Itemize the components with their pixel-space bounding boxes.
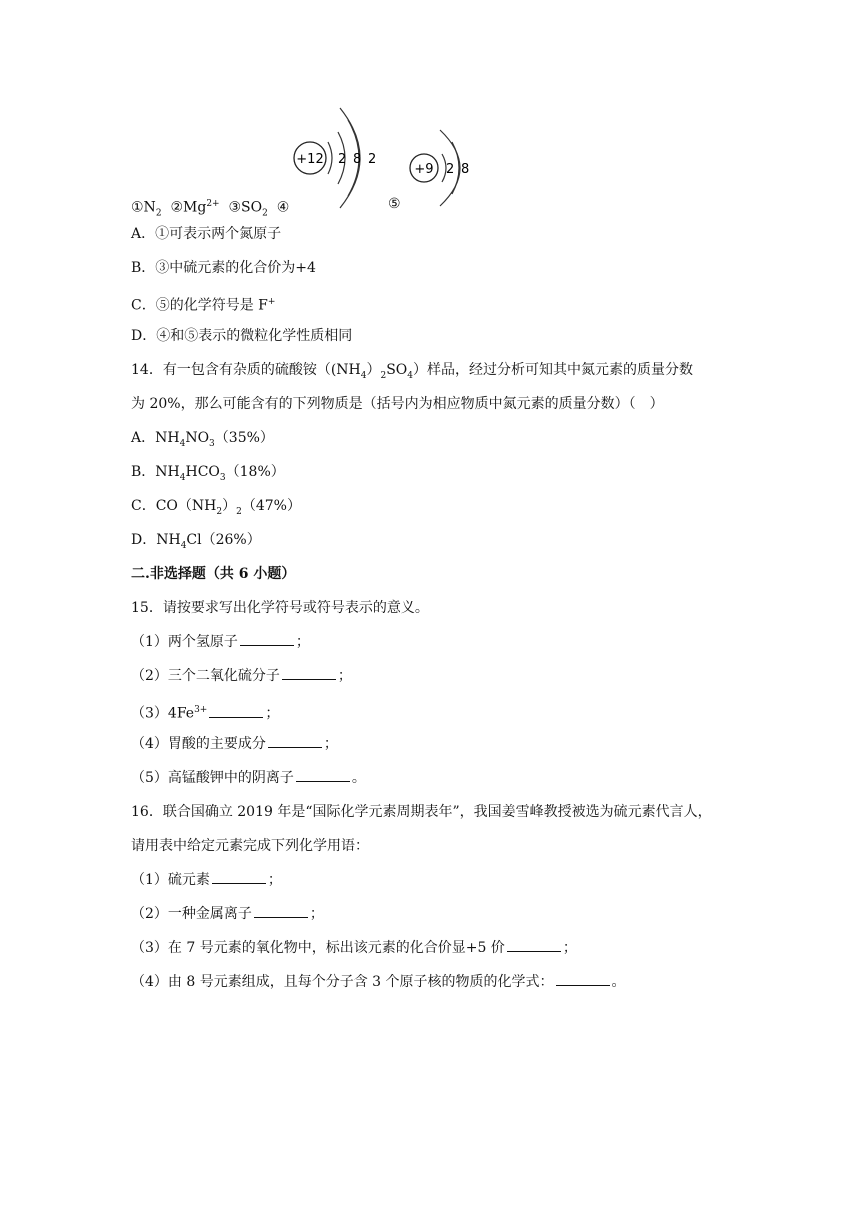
q16-stem-line-2: 请用表中给定元素完成下列化学用语： [131, 838, 369, 854]
answer-blank[interactable] [296, 768, 350, 782]
q15-part-3 [131, 700, 279, 724]
q15-part-4 [131, 734, 338, 754]
q14-d-sub1: 4 [180, 540, 187, 551]
shell-1-electrons-f: 2 [446, 162, 455, 177]
q14-a-part2: NO [185, 430, 210, 446]
semicolon: ； [309, 906, 324, 922]
q16-part-4 [131, 972, 626, 992]
q15-part-1 [131, 632, 310, 652]
q15-p3-text: （3）4Fe [131, 705, 195, 722]
item-2: ②Mg [170, 199, 207, 216]
q14-d-part1: D．NH [131, 532, 181, 548]
atom-diagram-f [410, 130, 469, 206]
semicolon: ； [267, 872, 282, 888]
q14-stem-c: SO [386, 362, 408, 378]
q14-b-sub2: 3 [219, 472, 226, 483]
q14-b-sub1: 4 [179, 472, 186, 483]
q16-p1-text: （1）硫元素 [131, 872, 210, 888]
q14-sub-3: 4 [407, 370, 414, 381]
q15-p2-text: （2）三个二氧化硫分子 [131, 668, 280, 684]
answer-blank[interactable] [240, 632, 294, 646]
answer-blank[interactable] [209, 704, 263, 718]
answer-blank[interactable] [507, 938, 561, 952]
q15-part-2 [131, 666, 352, 686]
q16-part-1 [131, 870, 282, 890]
answer-blank[interactable] [282, 666, 336, 680]
q14-sub-2: 2 [380, 370, 387, 381]
q14-sub-1: 4 [360, 370, 367, 381]
nucleus-label-mg: +12 [296, 152, 324, 167]
item-3: ③SO [228, 199, 263, 216]
q14-stem-d: ）样品，经过分析可知其中氮元素的质量分数 [413, 362, 694, 378]
q15-part-5 [131, 768, 366, 788]
q14-stem-a: 14．有一包含有杂质的硫酸铵（(NH [131, 362, 361, 378]
q13-option-d: D．④和⑤表示的微粒化学性质相同 [131, 328, 353, 344]
q13-option-c-text: C．⑤的化学符号是 F [131, 297, 268, 314]
q13-items-line [131, 194, 289, 223]
q14-stem-b: ） [366, 362, 381, 378]
q14-d-part2: Cl（26%） [186, 532, 261, 548]
q14-c-part2: ） [222, 498, 237, 514]
period: 。 [611, 974, 626, 990]
q13-option-b: B．③中硫元素的化合价为+4 [131, 260, 316, 276]
q14-c-sub1: 2 [216, 506, 223, 517]
q14-a-sub2: 3 [209, 438, 215, 449]
shell-3-electrons-mg: 2 [368, 152, 377, 167]
q14-c-sub2: 2 [236, 506, 242, 517]
q14-option-d [131, 530, 261, 556]
q13-option-c [131, 292, 275, 316]
answer-blank[interactable] [254, 904, 308, 918]
semicolon: ； [337, 668, 352, 684]
semicolon: ； [295, 634, 310, 650]
q15-stem: 15．请按要求写出化学符号或符号表示的意义。 [131, 600, 429, 616]
answer-blank[interactable] [556, 972, 610, 986]
shell-1-electrons-mg: 2 [338, 152, 347, 167]
q14-option-a [131, 428, 274, 454]
q15-p1-text: （1）两个氢原子 [131, 634, 238, 650]
q16-stem-line-1: 16．联合国确立 2019 年是“国际化学元素周期表年”，我国姜雪峰教授被选为硫元素代言人， [131, 804, 712, 820]
q14-a-part3: （35%） [214, 430, 274, 446]
section-2-heading: 二.非选择题（共 6 小题） [131, 566, 296, 582]
q13-option-c-sup: + [267, 297, 276, 307]
q15-p3-sup: 3+ [194, 705, 208, 715]
q16-part-2 [131, 904, 324, 924]
q16-p2-text: （2）一种金属离子 [131, 906, 252, 922]
item-2-sup: 2+ [206, 199, 220, 209]
semicolon: ； [323, 736, 338, 752]
q15-p4-text: （4）胃酸的主要成分 [131, 736, 266, 752]
q14-stem-line-2: 为 20%，那么可能含有的下列物质是（括号内为相应物质中氮元素的质量分数）（ ） [131, 396, 664, 412]
q14-stem-line-1 [131, 360, 693, 386]
item-5: ⑤ [388, 196, 401, 212]
item-1: ①N [131, 199, 156, 216]
q15-p5-text: （5）高锰酸钾中的阴离子 [131, 770, 294, 786]
q16-part-3 [131, 938, 577, 958]
answer-blank[interactable] [212, 870, 266, 884]
q14-b-part3: （18%） [225, 464, 285, 480]
q16-p3-text: （3）在 7 号元素的氧化物中，标出该元素的化合价显+5 价 [131, 940, 505, 956]
q14-c-part1: C．CO（NH [131, 498, 217, 514]
q14-a-part1: A．NH [131, 430, 180, 446]
semicolon: ； [562, 940, 577, 956]
item-4: ④ [276, 199, 290, 216]
q13-option-a: A．①可表示两个氮原子 [131, 226, 282, 242]
q14-option-b [131, 462, 285, 488]
q14-c-part3: （47%） [241, 498, 301, 514]
answer-blank[interactable] [268, 734, 322, 748]
shell-2-electrons-f: 8 [461, 162, 470, 177]
shell-2-electrons-mg: 8 [353, 152, 362, 167]
nucleus-label-f: +9 [414, 162, 434, 177]
q16-p4-text: （4）由 8 号元素组成，且每个分子含 3 个原子核的物质的化学式： [131, 974, 554, 990]
semicolon: ； [265, 705, 280, 722]
atom-diagram-mg [294, 108, 376, 208]
item-1-sub: 2 [155, 208, 162, 219]
q14-b-part1: B．NH [131, 464, 180, 480]
q14-a-sub1: 4 [179, 438, 186, 449]
q14-option-c [131, 496, 301, 522]
item-3-sub: 2 [262, 208, 268, 219]
q14-b-part2: HCO [185, 464, 220, 480]
period: 。 [351, 770, 366, 786]
